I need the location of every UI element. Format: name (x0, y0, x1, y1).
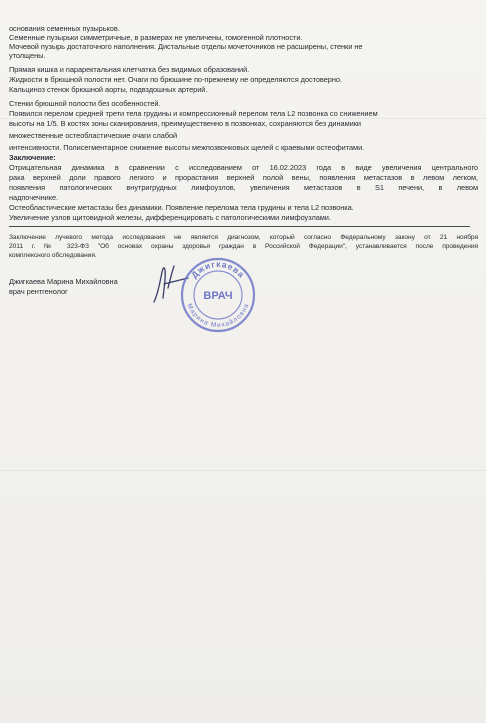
findings-line: Появился перелом средней трети тела грудины и компрессионный перелом тела L2 позвонка со снижением (9, 109, 378, 118)
findings-line: Мочевой пузырь достаточного наполнения. Дистальные отделы мочеточников не расширены, стенки не (9, 42, 363, 51)
conclusion-line: рака верхней доли правого легкого и прорастания верхней полой вены, появления метастазов в левом легком, (9, 173, 478, 182)
findings-line: Семенные пузырьки симметричные, в размерах не увеличены, гомогенной плотности. (9, 33, 303, 42)
svg-text:Марина Михайловна (185, 303, 250, 329)
findings-line: Стенки брюшной полости без особенностей. (9, 99, 161, 108)
conclusion-heading: Заключение: (9, 153, 56, 162)
findings-line: основания семенных пузырьков. (9, 24, 120, 33)
doctor-name: Джигкаева Марина Михайловна (9, 277, 118, 286)
stamp-bottom-text: Марина Михайловна (185, 302, 251, 330)
findings-line: утолщены. (9, 51, 46, 60)
doctor-stamp (178, 255, 258, 335)
findings-line: множественные остеобластические очаги слабой (9, 131, 178, 140)
svg-text:Джигкаева (189, 259, 247, 280)
stamp-top-text: Джигкаева (189, 258, 248, 281)
findings-line: Прямая кишка и параректальная клетчатка без видимых образований. (9, 65, 250, 74)
conclusion-line: появления патологических внутригрудных лимфоузлов, увеличения метастазов в S1 печени, в левом (9, 183, 478, 192)
findings-line: Кальциноз стенок брюшной аорты, подвздошных артерий. (9, 85, 208, 94)
separator-line (9, 226, 470, 227)
conclusion-line: Отрицательная динамика в сравнении с исследованием от 16.02.2023 года в виде увеличения центрального (9, 163, 478, 172)
disclaimer-line: Заключение лучевого метода исследования не является диагнозом, который согласно Федеральному закону от 21 ноября (9, 234, 478, 241)
findings-line: Жидкости в брюшной полости нет. Очаги по брюшине по-прежнему не определяются достоверно. (9, 75, 342, 84)
conclusion-line: надпочечнике. (9, 193, 59, 202)
page-fold (0, 470, 486, 471)
disclaimer-line: комплексного обследования. (9, 252, 97, 259)
findings-line: высоты на 1/5. В костях зоны сканирования, преимущественно в позвонках, сохраняются без динамики (9, 119, 361, 128)
conclusion-line: Увеличение узлов щитовидной железы, дифференцировать с патологическими лимфоузлами. (9, 213, 331, 222)
stamp-center-text: ВРАЧ (203, 290, 233, 302)
disclaimer-line: 2011 г. № 323-ФЗ "Об основах охраны здоровья граждан в Российской Федерации", устанавливается после проведения (9, 243, 478, 250)
conclusion-line: Остеобластические метастазы без динамики. Появление перелома тела грудины и тела L2 позвонка. (9, 203, 354, 212)
doctor-title: врач рентгенолог (9, 287, 68, 296)
findings-line: интенсивности. Полисегментарное снижение высоты межпозвонковых щелей с краевыми остеофитами. (9, 143, 365, 152)
